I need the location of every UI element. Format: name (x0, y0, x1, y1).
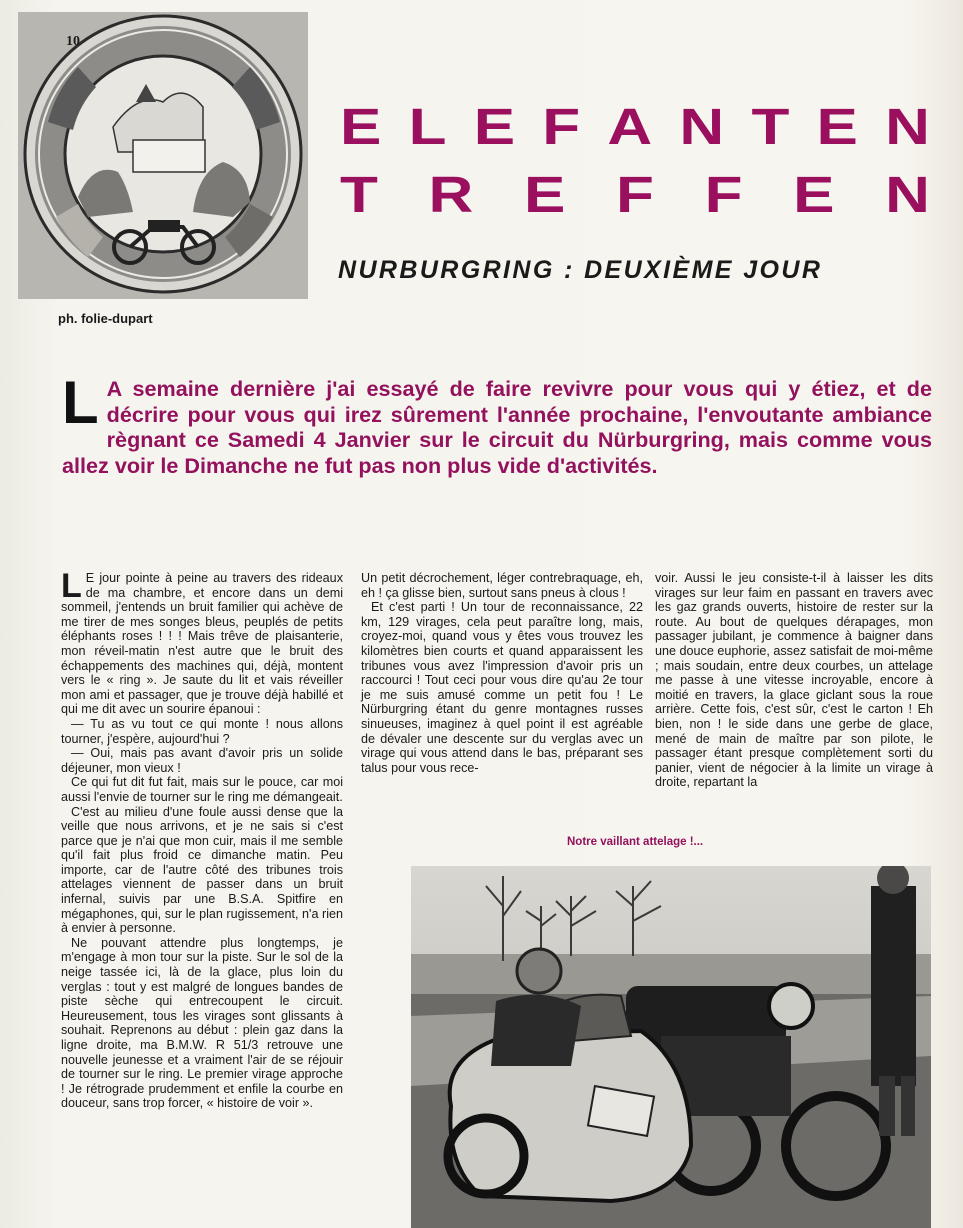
column-2-paragraph-2: Et c'est parti ! Un tour de reconnaissance, 22 km, 129 virages, cela peut paraître long, mais, croyez-moi, quand vous y êtes vous trouvez les kilomètres bien courts et quand apparaissent les tribunes vous avez l'impression d'avoir pris un raccourci ! Tout ceci pour vous dire qu'au 2e tour je me suis amusé comme un petit fou ! Le Nürburgring étant du genre montagnes russes sinueuses, imaginez à quel point il est agréable de dévaler une descente sur du verglas avec un virage qui vous attend dans le bas, préparant ses talus pour vous rece- (361, 600, 643, 775)
headline-line-1 (340, 98, 930, 164)
column-1-dropcap: L (61, 567, 82, 605)
intro-paragraph (62, 369, 932, 478)
headline-1-letter: E (473, 98, 516, 156)
column-1-paragraph-3: — Oui, mais pas avant d'avoir pris un solide déjeuner, mon vieux ! (61, 746, 343, 775)
headline-1-letter: N (885, 98, 930, 156)
headline-2-letter: F (616, 166, 654, 224)
headline-2-letter: E (793, 166, 835, 224)
headline-1-letter: A (607, 98, 653, 156)
rally-badge-photo (18, 12, 308, 299)
article-column-3 (655, 571, 933, 790)
headline-2-letter: N (885, 166, 930, 224)
headline-2-letter: R (428, 166, 474, 224)
column-2-paragraph-1: Un petit décrochement, léger contrebraquage, eh, eh ! ça glisse bien, surtout sans pneus à clous ! (361, 571, 643, 600)
headline-1-letter: E (340, 98, 382, 156)
headline-1-letter: F (542, 98, 581, 156)
headline-2-letter: T (340, 166, 378, 224)
column-1-paragraph-5: C'est au milieu d'une foule aussi dense que la veille que nous arrivons, et je ne sais si c'est parce que je n'ai que mon cuir, mais il me semble qu'il fait plus froid ce dimanche matin. Peu importe, car de l'autre côté des tribunes trois attelages viennent de passer dans un bruit infernal, suivis par une B.S.A. Spitfire en mégaphones, qui, sur le plan rugissement, n'a rien à envier à personne. (61, 804, 343, 936)
headline-2-letter: E (524, 166, 566, 224)
column-1-text-1: E jour pointe à peine au travers des rideaux de ma chambre, et encore dans un demi sommeil, j'entends un bruit familier qui achève de me tirer de mes songes bleus, peuplés de petits éléphants roses ! ! ! Mais trêve de plaisanterie, mon réveil-matin n'est autre que le bruit des échappements des machines qui, déjà, montent vers le « ring ». Je saute du lit et vais réveiller mon ami et passager, que je trouve déjà habillé et qui me dit avec un sourire épanoui : (61, 571, 343, 717)
headline-1-letter: T (751, 98, 790, 156)
article-column-1 (61, 567, 343, 1111)
headline-1-letter: N (679, 98, 725, 156)
headline-1-letter: L (408, 98, 447, 156)
article-column-2 (361, 571, 643, 775)
column-1-paragraph-2: — Tu as vu tout ce qui monte ! nous allons tourner, j'espère, aujourd'hui ? (61, 716, 343, 746)
intro-dropcap: L (62, 369, 99, 436)
photo-caption: Notre vaillant attelage !... (567, 836, 704, 848)
badge-illustration (18, 12, 308, 299)
subheadline: NURBURGRING : DEUXIÈME JOUR (338, 256, 823, 284)
column-1-paragraph-6: Ne pouvant attendre plus longtemps, je m'engage à mon tour sur la piste. Sur le sol de la neige tassée ici, là de la glace, plus loin du verglas : tout y est malgré de longues bandes de piste sèche qui entrecoupent le circuit. Heureusement, tous les virages sont glissants à souhait. Reprenons au début : plein gaz dans la ligne droite, ma B.M.W. R 51/3 retrouve une nouvelle jeunesse et a vraiment l'air de se réjouir de tourner sur le ring. Le premier virage approche ! Je rétrograde prudemment et enfile la courbe en douceur, sans trop forcer, « histoire de voir ». (61, 935, 343, 1111)
sidecar-illustration (411, 866, 931, 1228)
headline-line-2 (340, 166, 930, 232)
page-number: 10 (66, 34, 80, 49)
photo-credit: ph. folie-dupart (58, 311, 153, 326)
column-3-paragraph-1: voir. Aussi le jeu consiste-t-il à laisser les dits virages sur leur faim en passant en travers avec les gaz grands ouverts, histoire de rester sur la route. Au bout de quelques dérapages, mon passager jubilant, je commence à baigner dans une douce euphorie, assez satisfait de moi-même ; mais soudain, entre deux courbes, un attelage me passe à une vitesse incroyable, encore à moitié en travers, la glace giclant sous la roue arrière. Cette fois, c'est sûr, c'est le carton ! Eh bien, non ! le side dans une gerbe de glace, mené de main de maître par son pilote, le passager étant presque complètement sorti du panier, vient de négocier à la limite un virage à droite, repartant la (655, 571, 933, 790)
sidecar-photo (411, 866, 931, 1228)
headline-2-letter: F (704, 166, 743, 224)
headline-1-letter: E (816, 98, 858, 156)
column-1-paragraph-1 (61, 567, 343, 717)
intro-text: A semaine dernière j'ai essayé de faire revivre pour vous qui y étiez, et de décrire pour vous qui irez sûrement l'année prochaine, l'envoutante ambiance règnant ce Samedi 4 Janvier sur le circuit du Nürburgring, mais comme vous allez voir le Dimanche ne fut pas non plus vide d'activités. (62, 376, 932, 478)
column-1-paragraph-4: Ce qui fut dit fut fait, mais sur le pouce, car moi aussi l'envie de tourner sur le ring me démangeait. (61, 775, 343, 804)
